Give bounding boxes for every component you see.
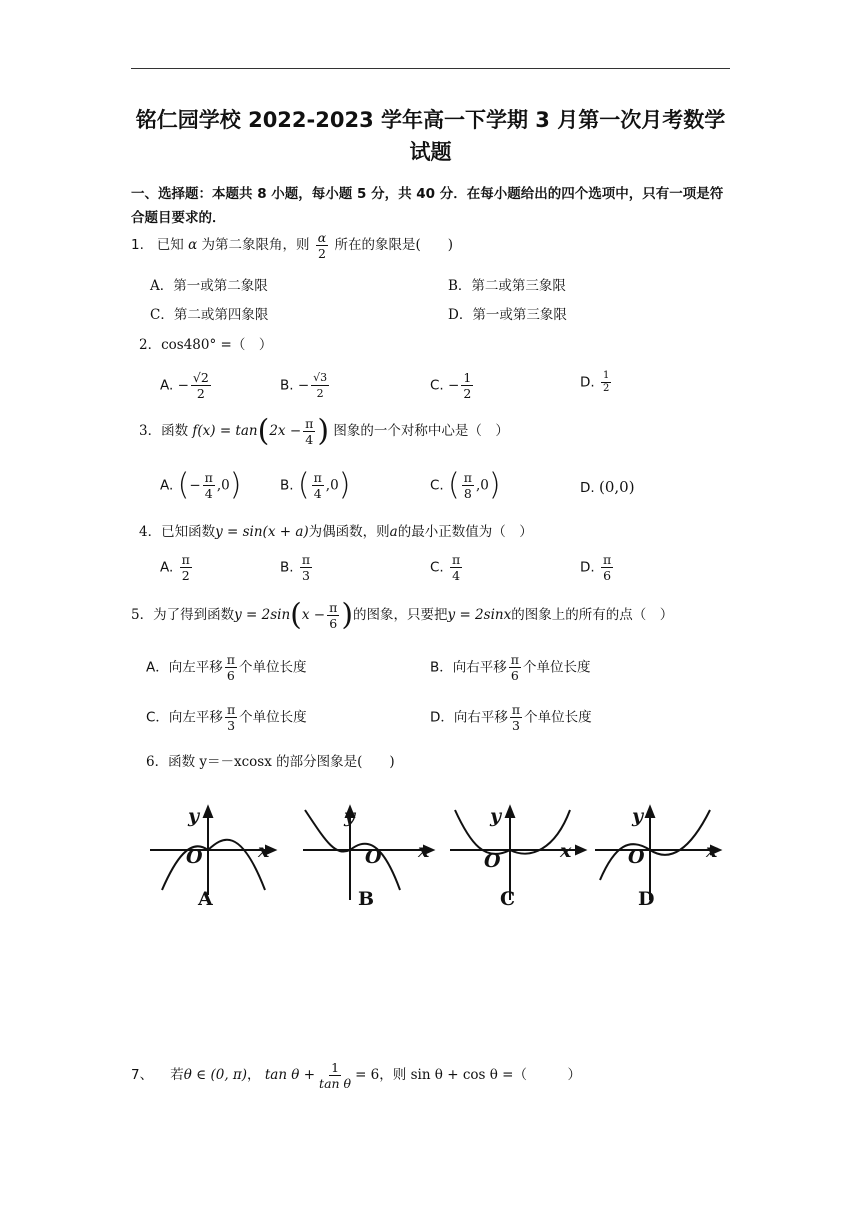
q4-option-a[interactable]: A. $\frac{\pi}{2}$ [160,552,190,583]
q3-option-a[interactable]: A. (− $\frac{\pi}{4}$ ,0) [160,467,242,503]
page-title: 铭仁园学校 2022-2023 学年高一下学期 3 月第一次月考数学 [135,108,726,132]
q1-var: α [188,237,198,253]
graph-c-label: C [500,888,516,910]
question-6: 6．函数 y＝－xcosx 的部分图象是( ) [146,754,395,770]
graph-a-origin: O [186,846,203,868]
question-2: 2．cos480° =（ ） [139,337,273,353]
q1-option-b[interactable]: B．第二或第三象限 [448,278,566,294]
graph-d-origin: O [628,846,645,868]
graph-a-label: A [198,888,213,910]
q2-option-d[interactable]: D. $\frac{1}{2}$ [580,370,610,394]
q1-mid: 为第二象限角，则 [201,237,310,253]
q5-option-a[interactable]: A．向左平移 $\frac{\pi}{6}$ 个单位长度 [146,652,307,683]
graph-d-label: D [638,888,655,910]
header-rule [131,68,730,69]
graph-d-xlabel: x [706,840,718,862]
q1-post: 所在的象限是( ) [334,237,454,253]
q2-option-c[interactable]: C. − $\frac{1}{2}$ [430,370,472,401]
graph-b-origin: O [365,846,382,868]
q1-option-a[interactable]: A．第一或第二象限 [150,278,268,294]
q3-option-d[interactable]: D. (0,0) [580,478,635,496]
section-heading: 一、选择题：本题共 8 小题，每小题 5 分，共 40 分．在每小题给出的四个选项中，只有一项是符合题目要求的． [131,186,724,226]
q3-option-b[interactable]: B. ( $\frac{\pi}{4}$ ,0) [280,467,351,503]
graph-b-ylabel: y [344,805,356,827]
page-title-cont: 试题 [409,140,452,164]
graph-c-ylabel: y [490,805,502,827]
question-4: 4．已知函数y = sin(x + a)为偶函数，则a的最小正数值为（ ） [139,524,533,540]
q5-option-d[interactable]: D．向右平移 $\frac{\pi}{3}$ 个单位长度 [430,702,592,733]
q1-number: 1. [131,237,144,253]
graph-d[interactable] [595,807,720,900]
q2-option-a[interactable]: A. − $\frac{√2}{2}$ [160,370,209,401]
q1-option-d[interactable]: D．第一或第三象限 [448,307,567,323]
q2-option-b[interactable]: B. − $\frac{√3}{2}$ [280,371,328,400]
q5-option-b[interactable]: B．向右平移 $\frac{\pi}{6}$ 个单位长度 [430,652,591,683]
question-5: 5．为了得到函数y = 2sin(x − $\frac{\pi}{6}$ )的图象，只要把y = 2sinx的图象上的所有的点（ ） [131,597,674,633]
graph-a-ylabel: y [188,805,200,827]
question-3: 3．函数 f(x) = tan(2x − $\frac{\pi}{4}$ ) 图象的一个对称中心是（ ） [139,413,509,449]
graph-a[interactable] [150,807,275,895]
question-7: 7、 若θ ∈ (0, π)， tan θ + $\frac{1}{\text{tan θ}}$ = 6，则 sin θ + cos θ =（ ） [131,1060,581,1091]
q4-option-d[interactable]: D. $\frac{\pi}{6}$ [580,552,612,583]
q4-option-b[interactable]: B. $\frac{\pi}{3}$ [280,552,311,583]
q5-option-c[interactable]: C．向左平移 $\frac{\pi}{3}$ 个单位长度 [146,702,307,733]
graph-b-label: B [358,888,375,910]
graph-a-xlabel: x [258,840,270,862]
q3-option-c[interactable]: C. ( $\frac{\pi}{8}$ ,0) [430,467,501,503]
graph-b-xlabel: x [418,840,430,862]
q1-option-c[interactable]: C．第二或第四象限 [150,307,269,323]
q4-option-c[interactable]: C. $\frac{\pi}{4}$ [430,552,461,583]
q1-fraction: $\frac{\alpha}{2}$ [317,230,327,261]
q1-pre: 已知 [156,237,184,253]
question-1 [131,230,453,261]
graph-d-ylabel: y [632,805,644,827]
graph-c-xlabel: x [560,840,572,862]
graph-c-origin: O [484,850,501,872]
